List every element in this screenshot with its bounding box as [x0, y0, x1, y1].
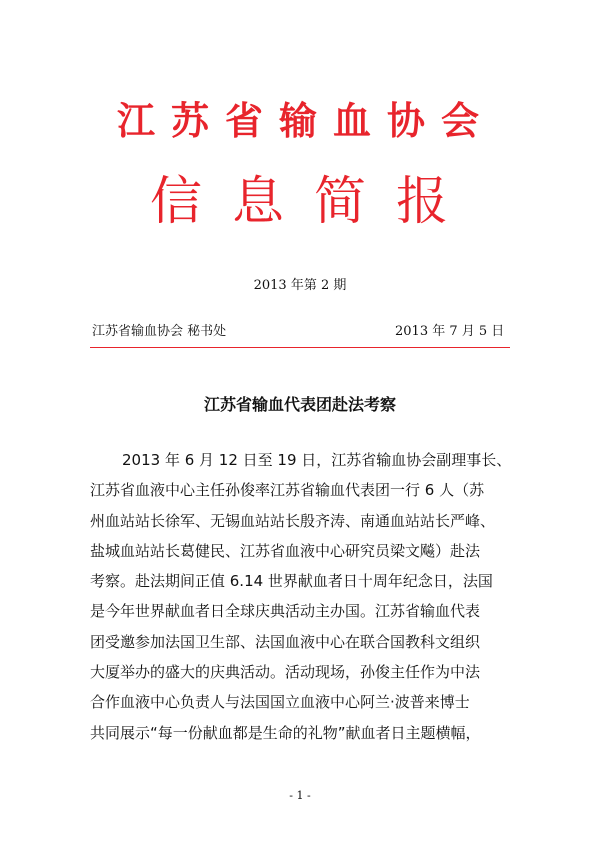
article-body — [90, 445, 520, 748]
page-number: - 1 - — [289, 789, 311, 802]
publisher: 江苏省输血协会 秘书处 — [92, 324, 227, 339]
header-divider — [90, 347, 510, 348]
body-line: 州血站站长徐军、无锡血站站长殷齐涛、南通血站站长严峰、 — [90, 511, 496, 530]
publish-date: 2013 年 7 月 5 日 — [395, 324, 505, 339]
body-line: 盐城血站站长葛健民、江苏省血液中心研究员梁文飚）赴法 — [90, 541, 481, 560]
issue-number: 2013 年第 2 期 — [253, 278, 347, 293]
body-line: 是今年世界献血者日全球庆典活动主办国。江苏省输血代表 — [90, 602, 481, 621]
body-line: 大厦举办的盛大的庆典活动。活动现场，孙俊主任作为中法 — [90, 663, 481, 682]
article-title: 江苏省输血代表团赴法考察 — [203, 395, 396, 414]
body-line: 江苏省血液中心主任孙俊率江苏省输血代表团一行 6 人（苏 — [90, 481, 485, 500]
org-title: 江苏省输血协会 — [116, 99, 495, 143]
body-line: 合作血液中心负责人与法国国立血液中心阿兰·波普来博士 — [90, 693, 470, 712]
body-line: 考察。赴法期间正值 6.14 世界献血者日十周年纪念日，法国 — [90, 572, 493, 591]
body-line: 团受邀参加法国卫生部、法国血液中心在联合国教科文组织 — [90, 632, 481, 651]
bulletin-title: 信息简报 — [149, 172, 478, 232]
body-line: 共同展示“每一份献血都是生命的礼物”献血者日主题横幅， — [90, 723, 481, 742]
body-line: 2013 年 6 月 12 日至 19 日，江苏省输血协会副理事长、 — [122, 451, 512, 469]
